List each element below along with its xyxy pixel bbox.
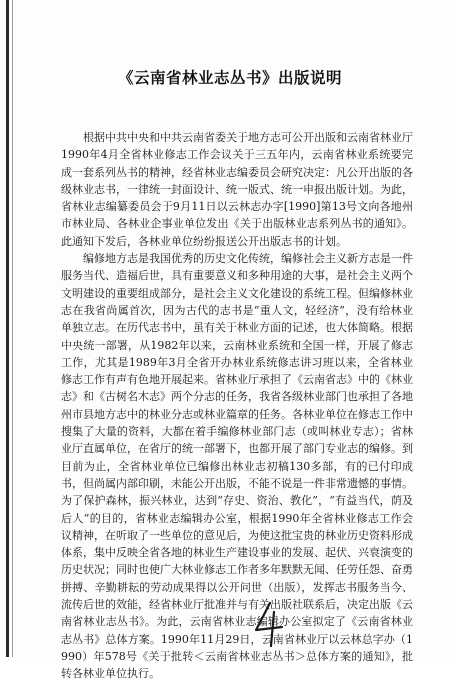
scan-binding-line: [12, 0, 13, 657]
handwritten-page-number: [248, 600, 288, 648]
body-text: [61, 129, 413, 683]
paragraph-2: 编修地方志是我国优秀的历史文化传统，编修社会主义新方志是一件服务当代、造福后世，具有重要意义和多种用途的大事，是社会主义两个文明建设的重要组成部分，是社会主义文化建设的系统工程。但编修林业志在我省尚属首次，因为古代的志书是“重人文，轻经济”，没有给林业单独立志。在历代志书中，虽有关于林业方面的记述，也大体简略。根据中央统一部署，从1982年以来，云南林业系统和全国一样，开展了修志工作，尤其是1989年3月全省开办林业系统修志讲习班以来，全省林业修志工作有声有色地开展起来。省林业厅承担了《云南省志》中的《林业志》和《古树名木志》两个分志的任务，我省各级林业部门也承担了各地州市县地方志中的林业分志或林业篇章的任务。各林业单位在修志工作中搜集了大量的资料，大都在着手编修林业部门志（或叫林业专志）；省林业厅直属单位，在省厅的统一部署下，也都开展了部门专业志的编修。到目前为止，全省林业单位已编修出林业志初稿130多部，有的已付印成书，但尚属内部印刷，未能公开出版，不能不说是一件非常遗憾的事情。为了保护森林，振兴林业，达到“存史、资治、教化”，“有益当代，荫及后人”的目的，省林业志编辑办公室，根据1990年全省林业修志工作会议精神，在听取了一些单位的意见后，为使这批宝贵的林业历史资料形成体系，集中反映全省各地的林业生产建设事业的发展、起伏、兴衰演变的历史状况；同时也使广大林业修志工作者多年默默无闻、任劳任怨、奋勇拼搏、辛勤耕耘的劳动成果得以公开问世（出版），发挥志书服务当今、流传后世的效能，经省林业厅批准并与有关出版社联系后，决定出版《云南省林业志丛书》。为此，云南省林业志编辑办公室拟定了《云南省林业志丛书》总体方案。1990年11月29日，云南省林业厅以云林总字办（1990）年578号《关于批转＜云南省林业志丛书＞总体方案的通知》，批转各林业单位执行。: [61, 252, 413, 681]
handwritten-page-number-glyph: [248, 600, 288, 648]
paragraph-1: 根据中共中央和中共云南省委关于地方志可公开出版和云南省林业厅1990年4月全省林业修志工作会议关于三五年内，云南省林业系统要完成一套系列丛书的精神，经省林业志编委员会研究决定：凡公开出版的各级林业志书，一律统一封面设计、统一版式、统一申报出版计划。为此，省林业志编纂委员会于9月11日以云林志办字[1990]第13号文向各地州市林业局、各林业企事业单位发出《关于出版林业志系列丛书的通知》。此通知下发后，各林业单位纷纷报送公开出版志书的计划。: [61, 131, 413, 248]
page-title: 《云南省林业志丛书》出版说明: [117, 69, 342, 87]
scan-binding-edge: [6, 0, 9, 657]
